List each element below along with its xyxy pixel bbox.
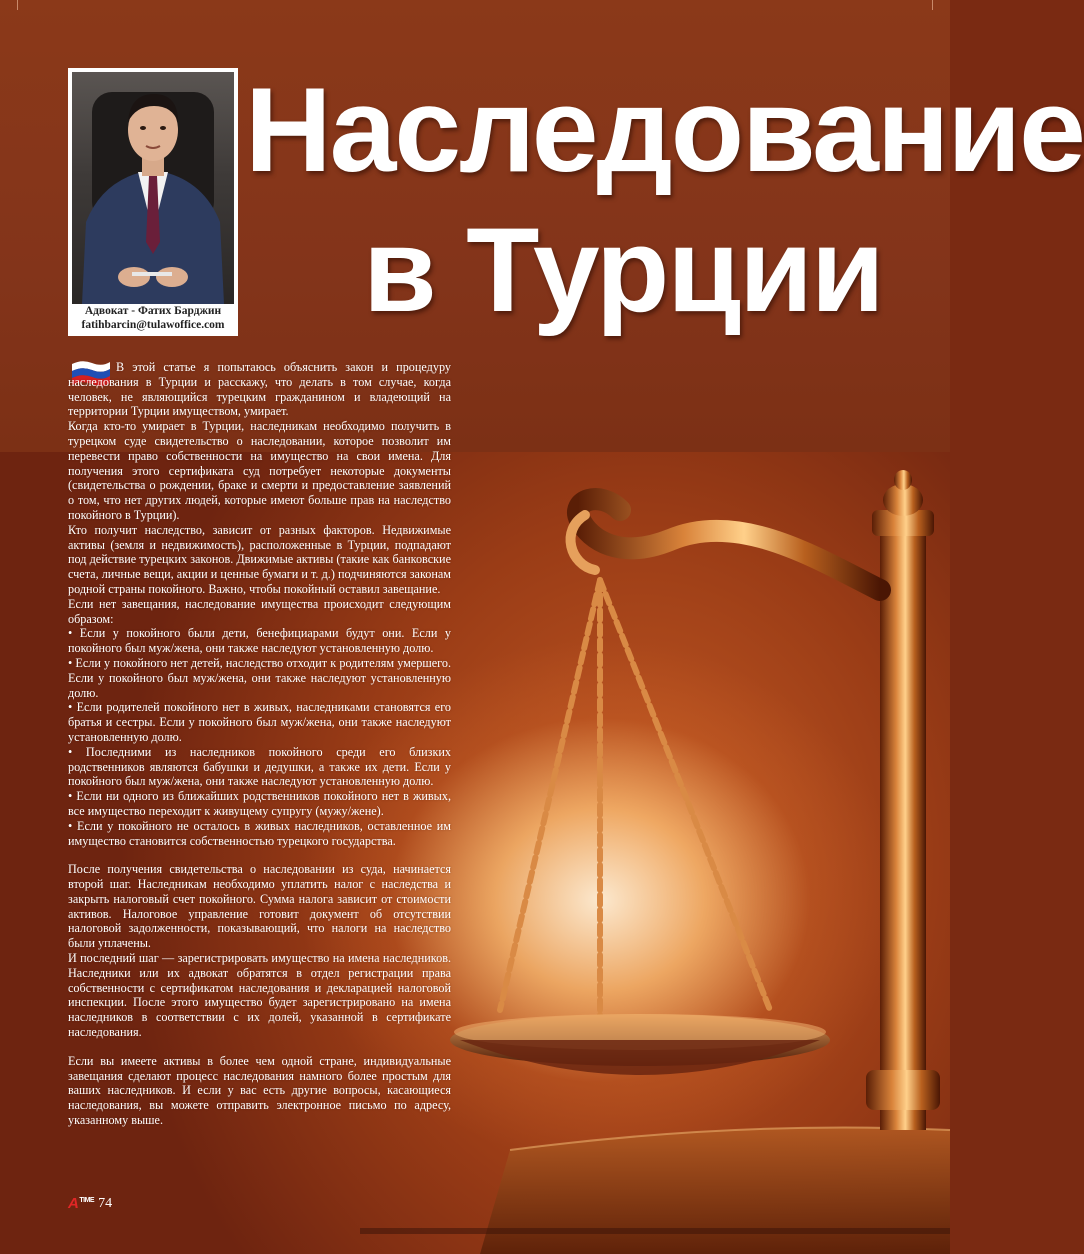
logo-sub: TIME bbox=[79, 1197, 95, 1204]
scales-of-justice-icon bbox=[440, 470, 950, 1254]
author-photo bbox=[72, 72, 234, 304]
paragraph: Когда кто-то умирает в Турции, наследникам необходимо получить в турецком суде свидетельство о наследовании, которое позволит им перевести право собственности на имущество на свои имена. Для получения этого сертификата суд потребует некоторые документы (свидетельства о рождении, браке и смерти и предоставление заявлений о том, что нет других людей, которые имеют больше прав на наследство покойного в Турции). bbox=[68, 419, 451, 522]
paragraph: В этой статье я попытаюсь объяснить закон и процедуру наследования в Турции и расскажу, что делать в том случае, когда человек, не являющийся турецким гражданином и владеющий на территории Турции имуществом, умирает. bbox=[68, 360, 451, 419]
page-footer bbox=[68, 1195, 112, 1212]
paragraph: Если нет завещания, наследование имущества происходит следующим образом: bbox=[68, 596, 451, 626]
logo-letter: A bbox=[68, 1195, 79, 1212]
crop-mark bbox=[8, 0, 18, 10]
paragraph: Если вы имеете активы в более чем одной стране, индивидуальные завещания сделают процесс наследования намного более простым для ваших наследников. И если у вас есть другие вопросы, касающиеся наследования, вы можете отправить электронное письмо по адресу, указанному выше. bbox=[68, 1053, 451, 1128]
list-item: • Если ни одного из ближайших родственников покойного нет в живых, все имущество переходит к живущему супругу (мужу/жене). bbox=[68, 789, 451, 818]
bottom-bar bbox=[360, 1228, 950, 1234]
author-photo-frame bbox=[68, 68, 238, 336]
title-line-1: Наследование bbox=[245, 63, 1084, 197]
page-number: 74 bbox=[98, 1195, 113, 1211]
title-line-2: в Турции bbox=[363, 203, 883, 337]
list-item: • Если у покойного нет детей, наследство отходит к родителям умершего. Если у покойного был муж/жена, они также наследуют установленную долю. bbox=[68, 655, 451, 700]
list-item: • Если у покойного были дети, бенефициарами будут они. Если у покойного был муж/жена, они также наследуют установленную долю. bbox=[68, 626, 451, 656]
author-email: fatihbarcin@tulawoffice.com bbox=[81, 319, 225, 331]
list-item: • Если у покойного не осталось в живых наследников, оставленное им имущество становится собственностью турецкого государства. bbox=[68, 818, 451, 848]
crop-mark bbox=[932, 0, 942, 10]
article-body bbox=[68, 360, 451, 1128]
magazine-logo bbox=[68, 1195, 94, 1212]
author-caption bbox=[68, 304, 238, 332]
author-name: Адвокат - Фатих Барджин bbox=[84, 305, 222, 317]
paragraph: И последний шаг — зарегистрировать имущество на имена наследников. Наследники или их адвокат обратятся в отдел регистрации права собственности с сертификатом наследования и декларацией налоговой инспекции. После этого имущество будет зарегистрировано на имена наследников в соответствии с их долей, указанной в сертификате наследования. bbox=[68, 951, 451, 1040]
paragraph: После получения свидетельства о наследовании из суда, начинается второй шаг. Наследникам необходимо уплатить налог с наследства и закрыть налоговый счет покойного. Сумма налога зависит от стоимости активов. Налоговое управление готовит документ об отсутствии налоговой задолженности, показывающий, что налоги на наследство были уплачены. bbox=[68, 862, 451, 951]
list-item: • Последними из наследников покойного среди его близких родственников являются бабушки и дедушки, а также их дети. Если у покойного был муж/жена, они также наследуют установленную долю. bbox=[68, 744, 451, 789]
article-title bbox=[245, 60, 1084, 340]
list-item: • Если родителей покойного нет в живых, наследниками становятся его братья и сестры. Если у покойного был муж/жена, они также наследуют установленную долю. bbox=[68, 700, 451, 744]
paragraph: Кто получит наследство, зависит от разных факторов. Недвижимые активы (земля и недвижимость), расположенные в Турции, подпадают под действие турецких законов. Движимые активы (такие как банковские счета, личные вещи, акции и ценные бумаги и т. д.) подчиняются законам родной страны покойного. Важно, чтобы покойный оставил завещание. bbox=[68, 522, 451, 596]
